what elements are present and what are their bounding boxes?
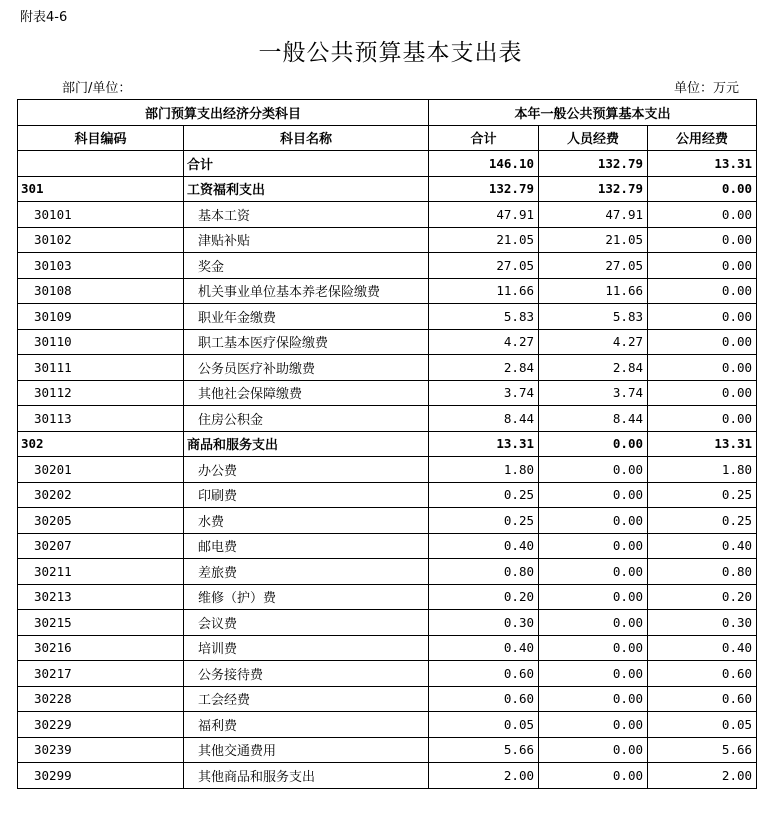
row-name: 职工基本医疗保险缴费 <box>184 329 429 355</box>
row-code: 30228 <box>18 686 184 712</box>
row-personnel: 21.05 <box>539 227 648 253</box>
row-name: 津贴补贴 <box>184 227 429 253</box>
row-name: 基本工资 <box>184 202 429 228</box>
row-public: 0.60 <box>648 686 757 712</box>
row-personnel: 11.66 <box>539 278 648 304</box>
row-name: 职业年金缴费 <box>184 304 429 330</box>
row-total: 8.44 <box>429 406 539 432</box>
row-total: 0.05 <box>429 712 539 738</box>
row-personnel: 4.27 <box>539 329 648 355</box>
table-row <box>18 151 757 177</box>
row-public: 5.66 <box>648 737 757 763</box>
row-code <box>18 151 184 177</box>
row-name: 工资福利支出 <box>184 176 429 202</box>
row-name: 商品和服务支出 <box>184 431 429 457</box>
page-title: 一般公共预算基本支出表 <box>258 40 523 66</box>
row-code: 30103 <box>18 253 184 279</box>
row-personnel: 0.00 <box>539 712 648 738</box>
row-name: 差旅费 <box>184 559 429 585</box>
table-row <box>18 227 757 253</box>
table-row <box>18 278 757 304</box>
row-personnel: 0.00 <box>539 431 648 457</box>
row-name: 公务员医疗补助缴费 <box>184 355 429 381</box>
row-total: 0.20 <box>429 584 539 610</box>
row-total: 0.60 <box>429 661 539 687</box>
row-code: 30201 <box>18 457 184 483</box>
row-total: 21.05 <box>429 227 539 253</box>
row-total: 5.66 <box>429 737 539 763</box>
row-code: 30211 <box>18 559 184 585</box>
table-row <box>18 661 757 687</box>
row-code: 302 <box>18 431 184 457</box>
row-public: 0.00 <box>648 329 757 355</box>
row-code: 30207 <box>18 533 184 559</box>
row-public: 0.00 <box>648 380 757 406</box>
row-total: 2.84 <box>429 355 539 381</box>
row-total: 27.05 <box>429 253 539 279</box>
row-public: 0.25 <box>648 482 757 508</box>
row-total: 0.40 <box>429 533 539 559</box>
row-name: 住房公积金 <box>184 406 429 432</box>
row-public: 13.31 <box>648 151 757 177</box>
row-code: 30299 <box>18 763 184 789</box>
table-row <box>18 584 757 610</box>
table-row <box>18 712 757 738</box>
row-public: 0.00 <box>648 176 757 202</box>
row-public: 0.00 <box>648 406 757 432</box>
row-public: 0.40 <box>648 635 757 661</box>
row-code: 30112 <box>18 380 184 406</box>
row-personnel: 5.83 <box>539 304 648 330</box>
row-public: 0.00 <box>648 202 757 228</box>
unit-label: 单位：万元 <box>673 81 739 96</box>
row-public: 0.30 <box>648 610 757 636</box>
row-public: 0.80 <box>648 559 757 585</box>
table-row <box>18 763 757 789</box>
row-personnel: 132.79 <box>539 151 648 177</box>
row-code: 30113 <box>18 406 184 432</box>
row-personnel: 47.91 <box>539 202 648 228</box>
header-personnel: 人员经费 <box>539 125 648 151</box>
row-name: 维修（护）费 <box>184 584 429 610</box>
row-personnel: 0.00 <box>539 610 648 636</box>
row-name: 福利费 <box>184 712 429 738</box>
row-name: 其他社会保障缴费 <box>184 380 429 406</box>
row-public: 0.00 <box>648 227 757 253</box>
row-public: 1.80 <box>648 457 757 483</box>
row-total: 47.91 <box>429 202 539 228</box>
table-row <box>18 559 757 585</box>
table-row <box>18 686 757 712</box>
row-code: 30239 <box>18 737 184 763</box>
annex-label: 附表4-6 <box>20 10 68 25</box>
table-row <box>18 380 757 406</box>
table-row <box>18 737 757 763</box>
row-public: 0.05 <box>648 712 757 738</box>
row-personnel: 0.00 <box>539 457 648 483</box>
table-row <box>18 508 757 534</box>
row-personnel: 0.00 <box>539 584 648 610</box>
table-row <box>18 253 757 279</box>
row-code: 30108 <box>18 278 184 304</box>
row-total: 146.10 <box>429 151 539 177</box>
row-public: 0.00 <box>648 355 757 381</box>
row-code: 30111 <box>18 355 184 381</box>
table-row <box>18 355 757 381</box>
row-total: 132.79 <box>429 176 539 202</box>
row-personnel: 0.00 <box>539 482 648 508</box>
row-total: 2.00 <box>429 763 539 789</box>
row-code: 30216 <box>18 635 184 661</box>
row-personnel: 0.00 <box>539 737 648 763</box>
row-personnel: 8.44 <box>539 406 648 432</box>
row-total: 4.27 <box>429 329 539 355</box>
row-public: 0.00 <box>648 278 757 304</box>
row-personnel: 27.05 <box>539 253 648 279</box>
table-row <box>18 304 757 330</box>
header-total: 合计 <box>429 125 539 151</box>
row-public: 0.60 <box>648 661 757 687</box>
row-total: 0.25 <box>429 508 539 534</box>
row-personnel: 3.74 <box>539 380 648 406</box>
row-public: 0.00 <box>648 304 757 330</box>
row-name: 邮电费 <box>184 533 429 559</box>
row-code: 30229 <box>18 712 184 738</box>
table-row <box>18 482 757 508</box>
row-personnel: 0.00 <box>539 559 648 585</box>
table-row <box>18 329 757 355</box>
row-code: 301 <box>18 176 184 202</box>
row-name: 合计 <box>184 151 429 177</box>
row-public: 0.25 <box>648 508 757 534</box>
row-code: 30213 <box>18 584 184 610</box>
row-personnel: 0.00 <box>539 686 648 712</box>
row-name: 印刷费 <box>184 482 429 508</box>
row-personnel: 132.79 <box>539 176 648 202</box>
row-public: 0.40 <box>648 533 757 559</box>
row-name: 培训费 <box>184 635 429 661</box>
row-total: 0.80 <box>429 559 539 585</box>
table-row <box>18 457 757 483</box>
table-row <box>18 176 757 202</box>
row-public: 13.31 <box>648 431 757 457</box>
table-row <box>18 431 757 457</box>
row-total: 11.66 <box>429 278 539 304</box>
header-group-classification: 部门预算支出经济分类科目 <box>18 100 429 126</box>
header-group-row <box>18 100 757 126</box>
table-row <box>18 610 757 636</box>
row-total: 5.83 <box>429 304 539 330</box>
row-total: 0.60 <box>429 686 539 712</box>
row-code: 30202 <box>18 482 184 508</box>
table-row <box>18 202 757 228</box>
row-personnel: 0.00 <box>539 508 648 534</box>
row-personnel: 2.84 <box>539 355 648 381</box>
row-code: 30217 <box>18 661 184 687</box>
row-total: 0.40 <box>429 635 539 661</box>
row-name: 办公费 <box>184 457 429 483</box>
department-label: 部门/单位： <box>62 81 132 96</box>
row-name: 水费 <box>184 508 429 534</box>
row-code: 30109 <box>18 304 184 330</box>
budget-table <box>17 99 757 789</box>
row-code: 30205 <box>18 508 184 534</box>
row-name: 会议费 <box>184 610 429 636</box>
row-code: 30101 <box>18 202 184 228</box>
header-column-row <box>18 125 757 151</box>
row-name: 机关事业单位基本养老保险缴费 <box>184 278 429 304</box>
header-group-expenditure: 本年一般公共预算基本支出 <box>429 100 757 126</box>
header-public: 公用经费 <box>648 125 757 151</box>
row-personnel: 0.00 <box>539 533 648 559</box>
row-total: 0.30 <box>429 610 539 636</box>
table-row <box>18 533 757 559</box>
row-total: 3.74 <box>429 380 539 406</box>
row-personnel: 0.00 <box>539 635 648 661</box>
row-total: 13.31 <box>429 431 539 457</box>
row-total: 1.80 <box>429 457 539 483</box>
row-name: 其他商品和服务支出 <box>184 763 429 789</box>
row-code: 30102 <box>18 227 184 253</box>
row-name: 奖金 <box>184 253 429 279</box>
row-public: 0.20 <box>648 584 757 610</box>
header-name: 科目名称 <box>184 125 429 151</box>
table-row <box>18 406 757 432</box>
table-row <box>18 635 757 661</box>
header-code: 科目编码 <box>18 125 184 151</box>
row-public: 0.00 <box>648 253 757 279</box>
row-code: 30215 <box>18 610 184 636</box>
row-name: 工会经费 <box>184 686 429 712</box>
row-personnel: 0.00 <box>539 661 648 687</box>
row-personnel: 0.00 <box>539 763 648 789</box>
row-code: 30110 <box>18 329 184 355</box>
row-total: 0.25 <box>429 482 539 508</box>
row-name: 其他交通费用 <box>184 737 429 763</box>
row-public: 2.00 <box>648 763 757 789</box>
row-name: 公务接待费 <box>184 661 429 687</box>
